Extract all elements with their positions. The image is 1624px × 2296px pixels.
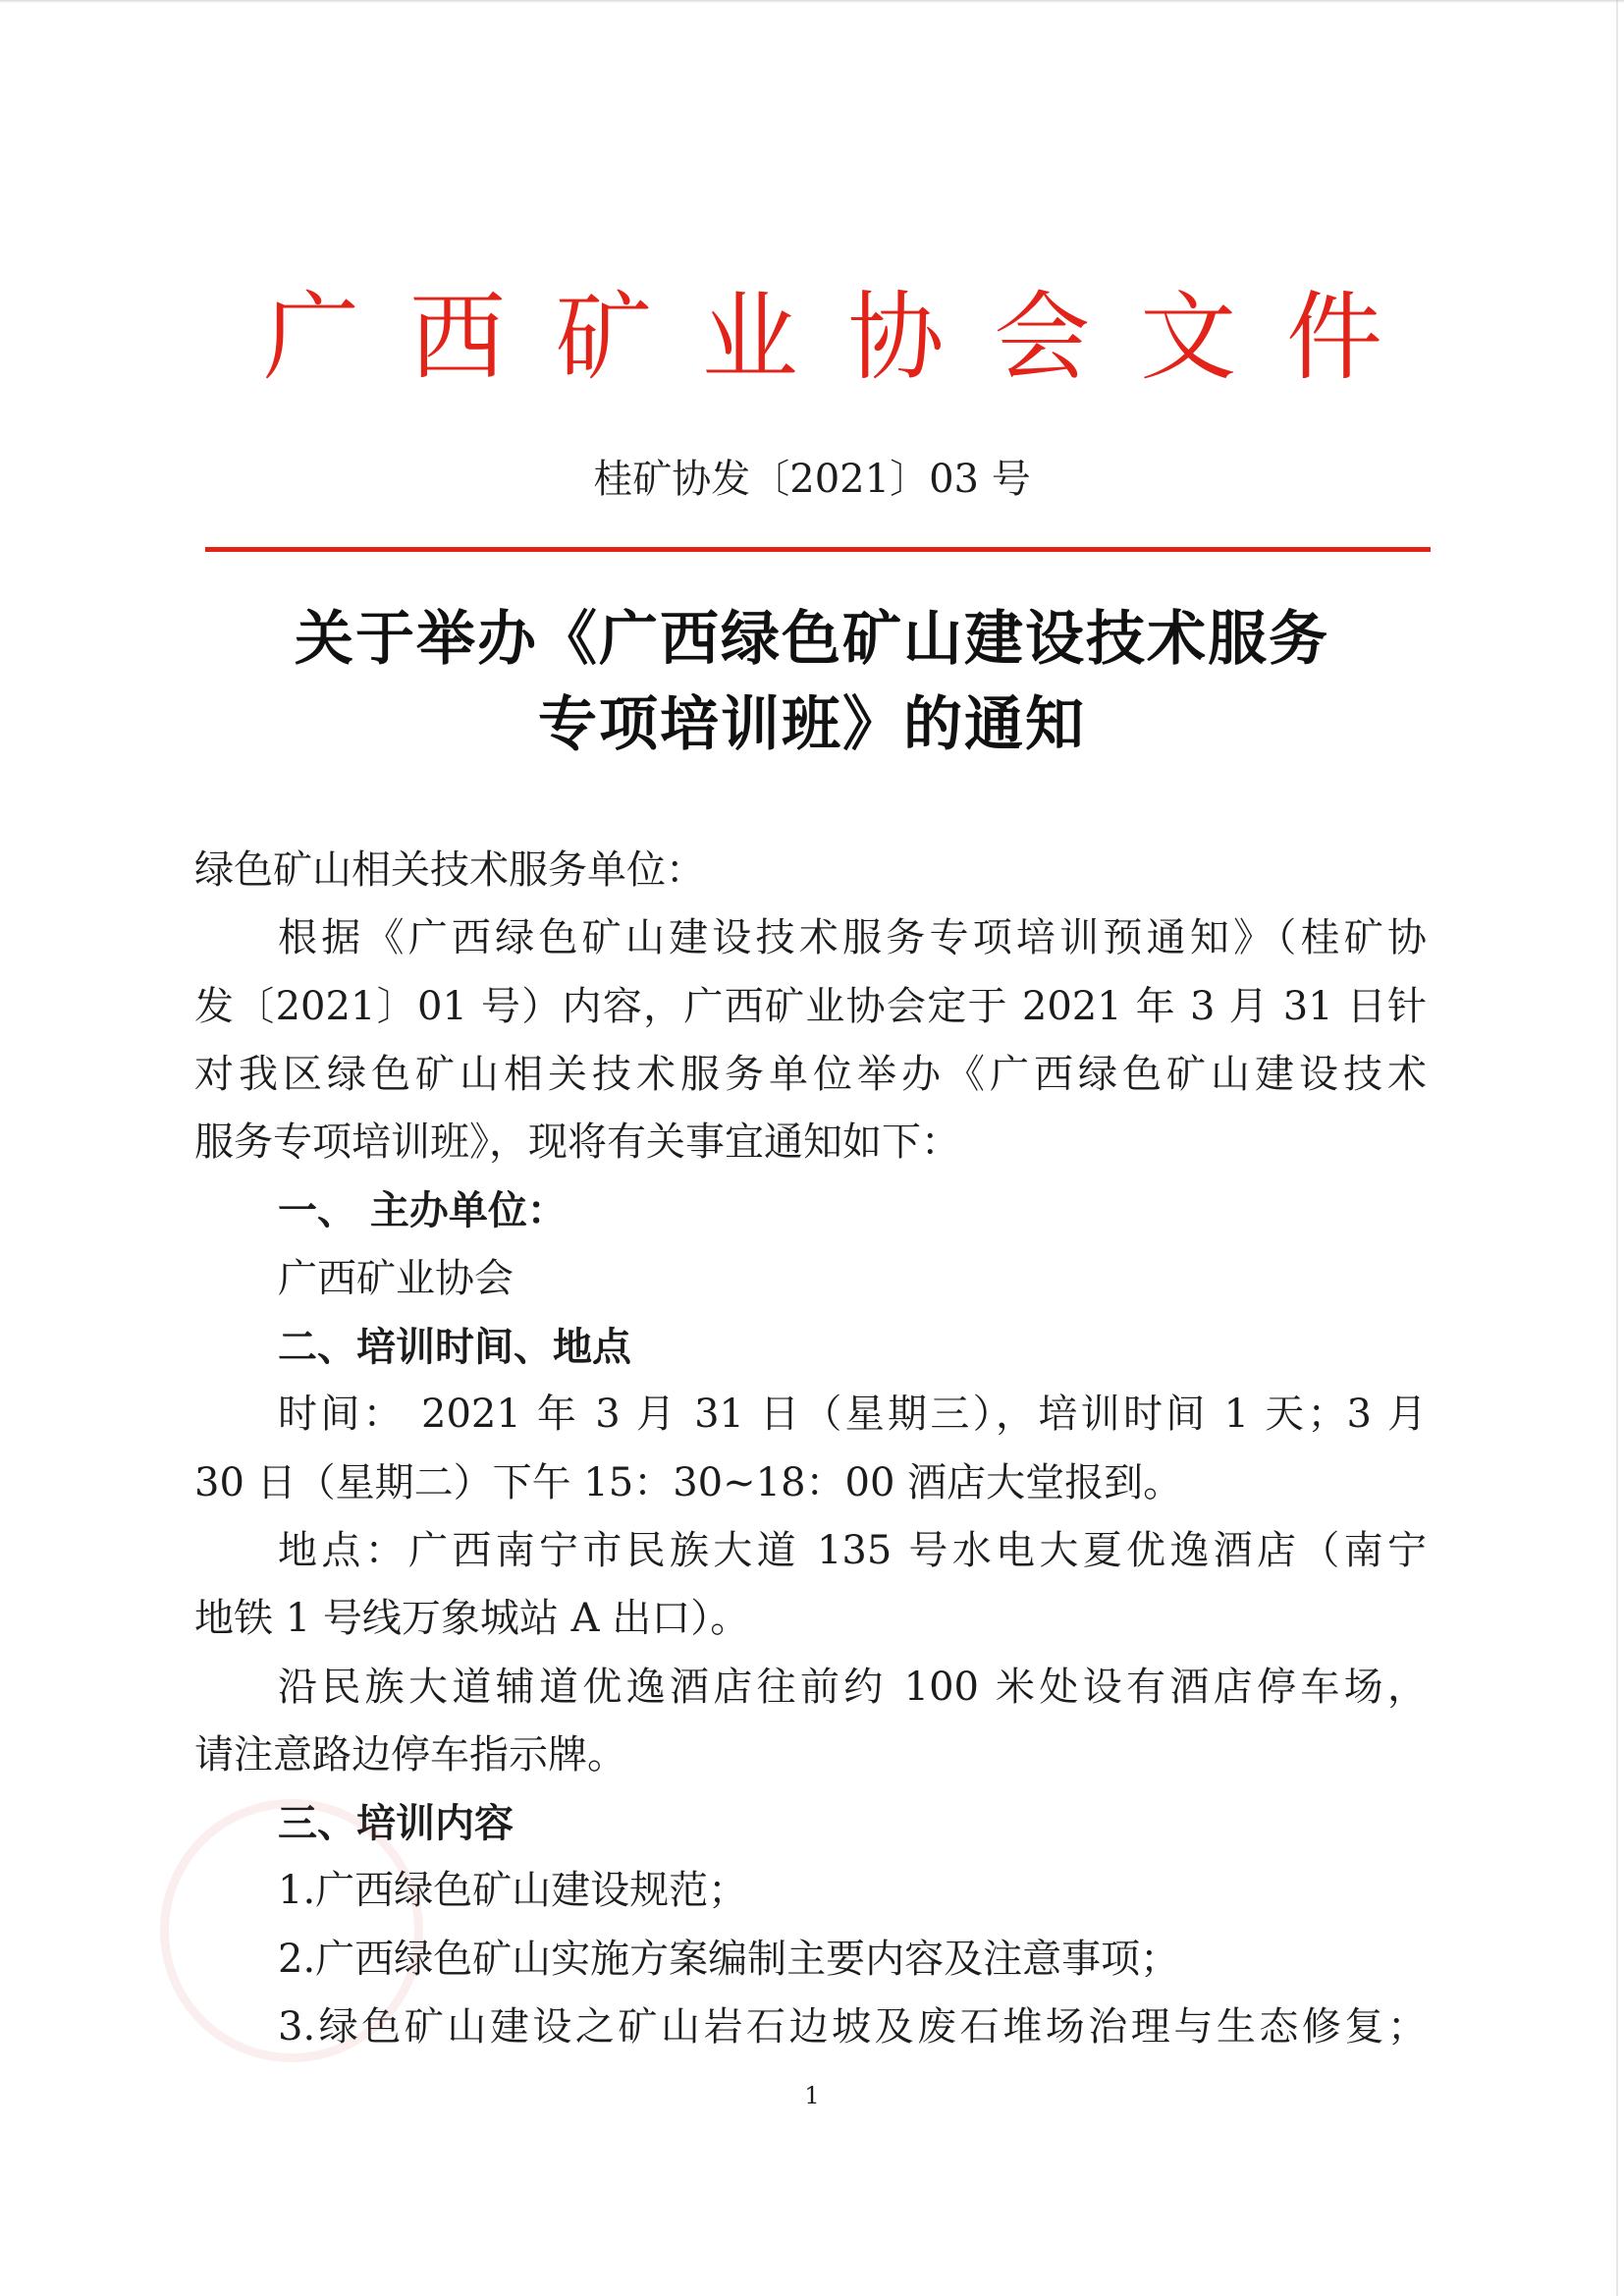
section-heading-organizer: 一、 主办单位： xyxy=(278,1187,567,1234)
parking-note-line: 请注意路边停车指示牌。 xyxy=(194,1731,626,1777)
seal-bleed-through xyxy=(160,1799,423,2062)
training-time-line: 时间： 2021 年 3 月 31 日（星期三），培训时间 1 天；3 月 xyxy=(278,1392,1427,1438)
section-heading-training-content: 三、培训内容 xyxy=(278,1800,514,1847)
issuing-organization-header: 广西矿业协会文件 xyxy=(263,282,1382,394)
intro-line: 对我区绿色矿山相关技术服务单位举办《广西绿色矿山建设技术 xyxy=(194,1051,1427,1097)
scan-edge-right xyxy=(1616,0,1618,2296)
red-divider-rule xyxy=(205,547,1431,552)
training-content-item: 2.广西绿色矿山实施方案编制主要内容及注意事项； xyxy=(278,1936,1180,1982)
notice-title-line-1: 关于举办《广西绿色矿山建设技术服务 xyxy=(295,605,1329,674)
training-location-line: 地铁 1 号线万象城站 A 出口）。 xyxy=(194,1596,750,1642)
training-content-item: 3.绿色矿山建设之矿山岩石边坡及废石堆场治理与生态修复； xyxy=(278,2004,1427,2050)
training-time-line: 30 日（星期二）下午 15：30~18：00 酒店大堂报到。 xyxy=(194,1459,1183,1505)
intro-line: 根据《广西绿色矿山建设技术服务专项培训预通知》（桂矿协 xyxy=(278,915,1427,961)
parking-note-line: 沿民族大道辅道优逸酒店往前约 100 米处设有酒店停车场， xyxy=(278,1664,1427,1710)
document-number: 桂矿协发〔2021〕03 号 xyxy=(593,457,1031,502)
training-location-line: 地点：广西南宁市民族大道 135 号水电大夏优逸酒店（南宁 xyxy=(278,1527,1427,1573)
section-heading-time-location: 二、培训时间、地点 xyxy=(278,1324,631,1371)
training-content-item: 1.广西绿色矿山建设规范； xyxy=(278,1868,748,1914)
notice-title-line-2: 专项培训班》的通知 xyxy=(538,690,1086,759)
page-number: 1 xyxy=(804,2082,820,2109)
organizer-name: 广西矿业协会 xyxy=(278,1255,514,1301)
scan-edge-top xyxy=(0,0,1624,3)
salutation: 绿色矿山相关技术服务单位： xyxy=(194,847,705,893)
intro-line: 发〔2021〕01 号）内容，广西矿业协会定于 2021 年 3 月 31 日针 xyxy=(194,983,1427,1029)
intro-line: 服务专项培训班》，现将有关事宜通知如下： xyxy=(194,1120,960,1166)
